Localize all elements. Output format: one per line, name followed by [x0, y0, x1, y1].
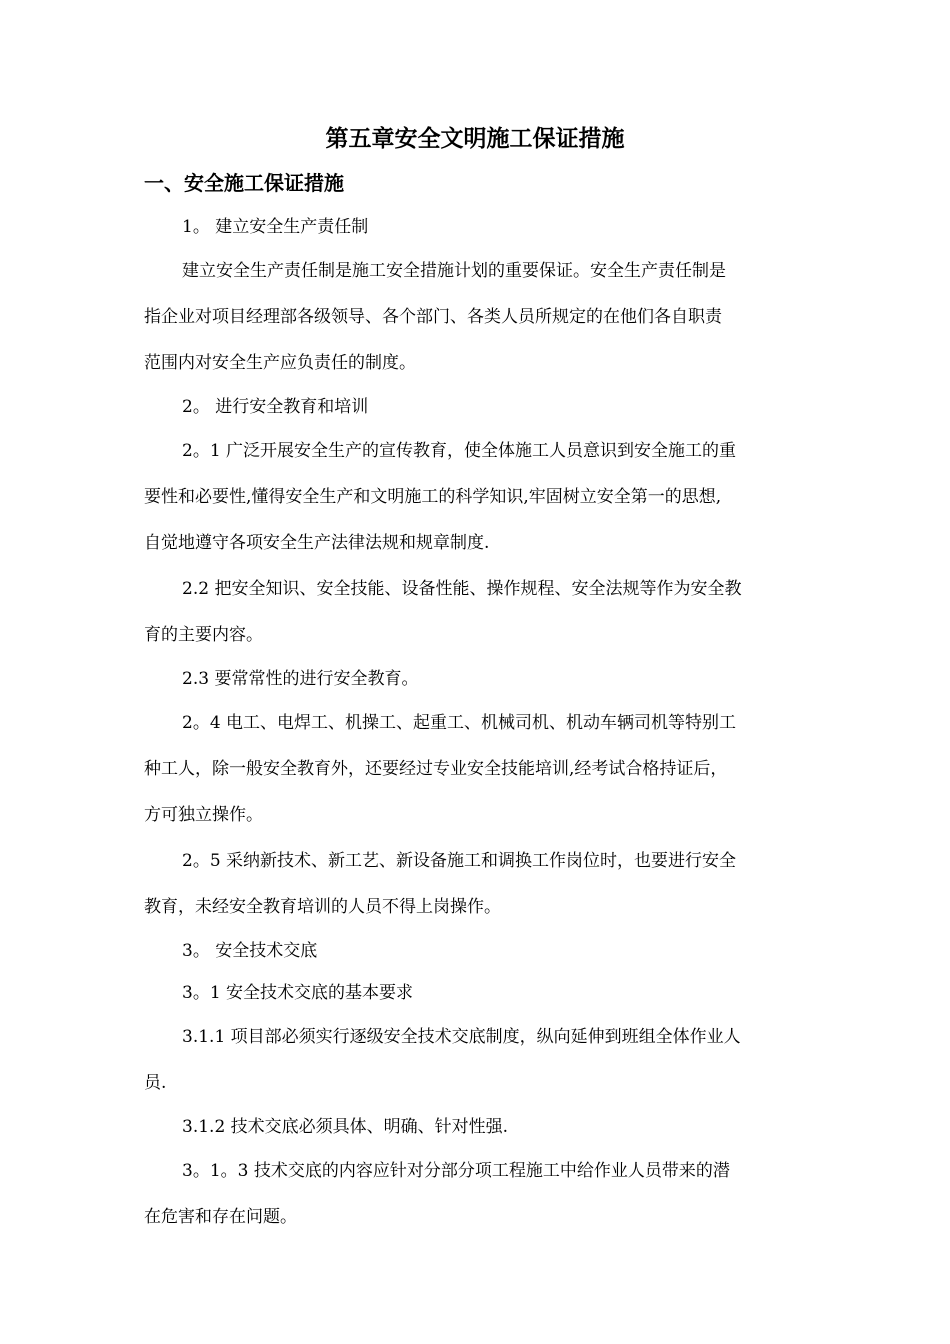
text-line: 3。 安全技术交底 — [182, 941, 318, 961]
text-line: 2.2 把安全知识、安全技能、设备性能、操作规程、安全法规等作为安全教 — [182, 579, 742, 599]
text-line: 教育，未经安全教育培训的人员不得上岗操作。 — [144, 897, 501, 917]
document-body — [144, 206, 806, 1240]
text-line: 种工人，除一般安全教育外，还要经过专业安全技能培训,经考试合格持证后， — [144, 759, 728, 779]
text-line: 要性和必要性,懂得安全生产和文明施工的科学知识,牢固树立安全第一的思想, — [144, 487, 722, 507]
text-line: 方可独立操作。 — [144, 805, 263, 825]
text-line: 指企业对项目经理部各级领导、各个部门、各类人员所规定的在他们各自职责 — [144, 307, 722, 327]
text-line: 范围内对安全生产应负责任的制度。 — [144, 353, 416, 373]
text-line: 3。1。3 技术交底的内容应针对分部分项工程施工中给作业人员带来的潜 — [182, 1161, 730, 1181]
text-line: 2。 进行安全教育和培训 — [182, 397, 369, 417]
text-line: 2。4 电工、电焊工、机操工、起重工、机械司机、机动车辆司机等特别工 — [182, 713, 737, 733]
text-line: 员. — [144, 1073, 167, 1093]
text-line: 1。 建立安全生产责任制 — [182, 217, 369, 237]
chapter-title: 第五章安全文明施工保证措施 — [325, 126, 625, 152]
text-line: 在危害和存在问题。 — [144, 1207, 297, 1227]
text-line: 3.1.1 项目部必须实行逐级安全技术交底制度，纵向延伸到班组全体作业人 — [182, 1027, 741, 1047]
text-line: 建立安全生产责任制是施工安全措施计划的重要保证。安全生产责任制是 — [182, 261, 726, 281]
section-heading: 一、安全施工保证措施 — [144, 171, 344, 195]
text-line: 自觉地遵守各项安全生产法律法规和规章制度. — [144, 533, 490, 553]
text-line: 2。5 采纳新技术、新工艺、新设备施工和调换工作岗位时，也要进行安全 — [182, 851, 737, 871]
text-line: 3。1 安全技术交底的基本要求 — [182, 983, 414, 1003]
text-line: 3.1.2 技术交底必须具体、明确、针对性强. — [182, 1117, 509, 1137]
text-line: 育的主要内容。 — [144, 625, 263, 645]
text-line: 2.3 要常常性的进行安全教育。 — [182, 669, 419, 689]
text-line: 2。1 广泛开展安全生产的宣传教育，使全体施工人员意识到安全施工的重 — [182, 441, 737, 461]
